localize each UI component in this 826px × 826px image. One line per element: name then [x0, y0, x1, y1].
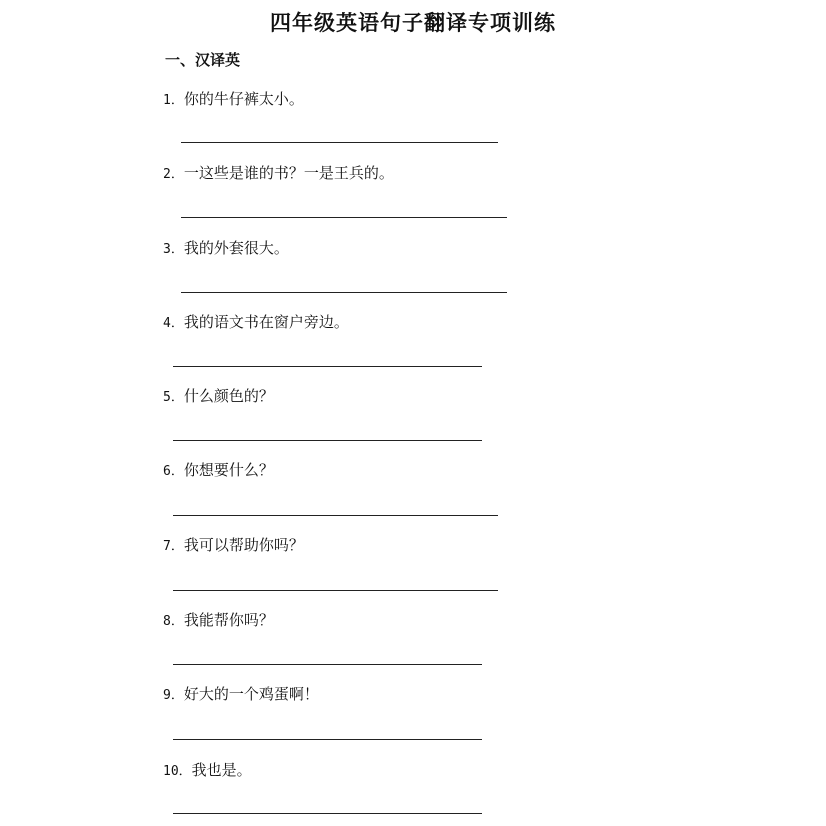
answer-line-8[interactable] [173, 664, 482, 665]
question-number: 3． [163, 242, 184, 257]
question-text: 你想要什么？ [183, 461, 274, 479]
answer-line-10[interactable] [173, 813, 482, 814]
question-text: 我可以帮助你吗？ [183, 536, 304, 554]
question-8 [163, 610, 274, 632]
answer-line-6[interactable] [173, 515, 498, 516]
question-number: 10． [163, 764, 192, 779]
question-5 [163, 386, 274, 408]
question-6 [163, 460, 274, 482]
page-title: 四年级英语句子翻译专项训练 [270, 10, 556, 35]
answer-line-5[interactable] [173, 440, 482, 441]
question-1 [163, 89, 304, 111]
question-text: 一这些是谁的书？一是王兵的。 [183, 164, 394, 182]
question-text: 我的语文书在窗户旁边。 [183, 313, 349, 331]
question-7 [163, 535, 304, 557]
answer-line-7[interactable] [173, 590, 498, 591]
answer-line-1[interactable] [181, 142, 498, 143]
answer-line-9[interactable] [173, 739, 482, 740]
question-text: 你的牛仔裤太小。 [183, 90, 304, 108]
question-3 [163, 238, 289, 260]
question-number: 8． [163, 614, 184, 629]
answer-line-3[interactable] [181, 292, 507, 293]
question-text: 我的外套很大。 [183, 239, 289, 257]
question-10 [163, 760, 252, 782]
question-number: 1． [163, 93, 184, 108]
section-heading: 一、汉译英 [165, 51, 241, 69]
question-number: 7． [163, 539, 184, 554]
question-4 [163, 312, 349, 334]
question-text: 什么颜色的？ [183, 387, 274, 405]
question-text: 我能帮你吗？ [183, 611, 274, 629]
question-text: 好大的一个鸡蛋啊！ [183, 685, 319, 703]
question-number: 9． [163, 688, 184, 703]
question-text: 我也是。 [191, 761, 252, 779]
question-number: 4． [163, 316, 184, 331]
answer-line-2[interactable] [181, 217, 507, 218]
question-9 [163, 684, 319, 706]
question-number: 2． [163, 167, 184, 182]
question-number: 6． [163, 464, 184, 479]
answer-line-4[interactable] [173, 366, 482, 367]
question-2 [163, 163, 394, 185]
question-number: 5． [163, 390, 184, 405]
